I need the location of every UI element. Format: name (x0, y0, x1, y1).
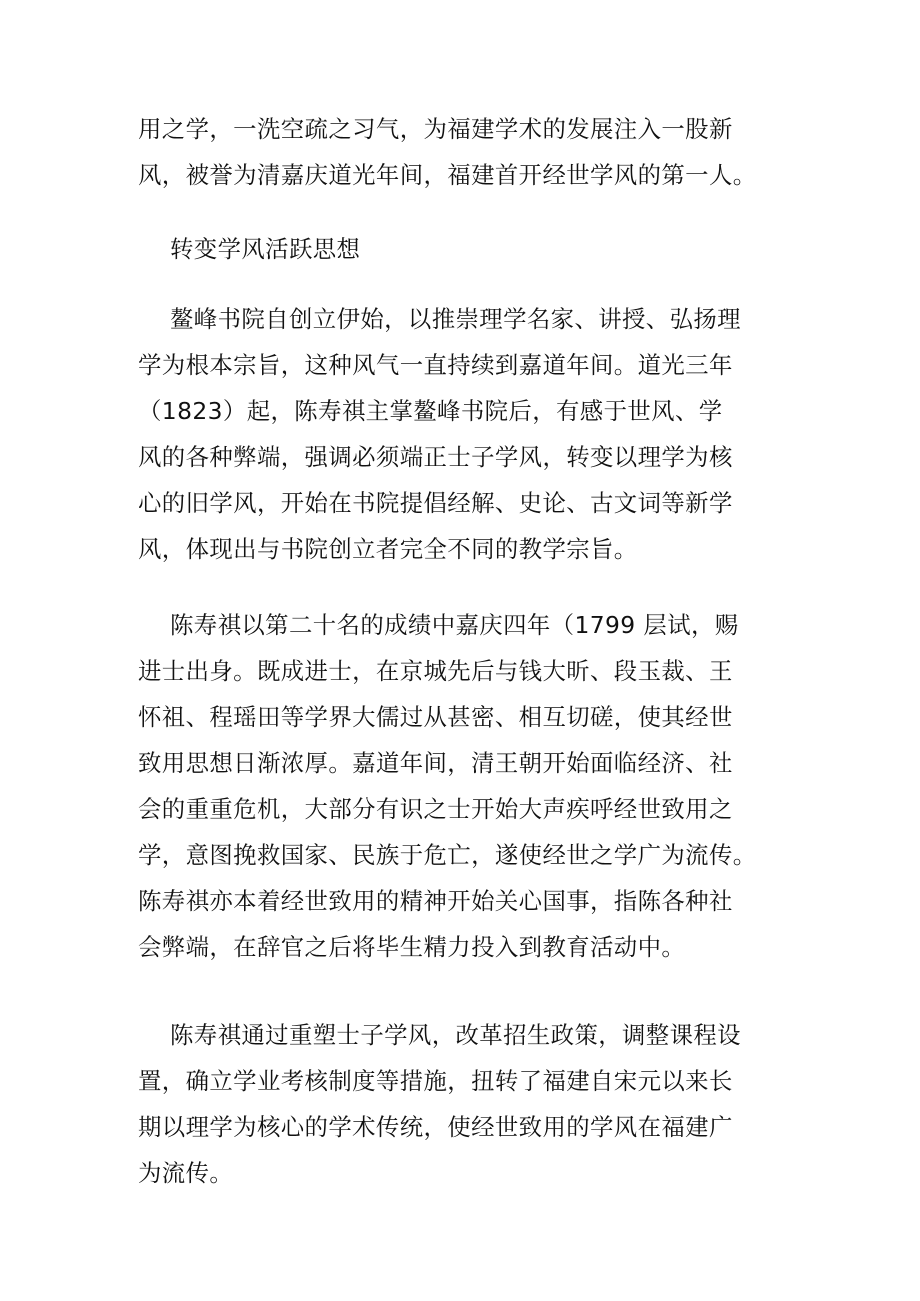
section-heading: 转变学风活跃思想 (170, 235, 361, 263)
paragraph-line: 期以理学为核心的学术传统，使经世致用的学风在福建广 (138, 1113, 733, 1141)
paragraph-line: 会弊端，在辞官之后将毕生精力投入到教育活动中。 (138, 933, 686, 961)
paragraph-line: 风，被誉为清嘉庆道光年间，福建首开经世学风的第一人。 (138, 161, 757, 189)
paragraph-line: 陈寿祺以第二十名的成绩中嘉庆四年（1799 层试，赐 (170, 611, 739, 639)
paragraph-line: 鳌峰书院自创立伊始，以推崇理学名家、讲授、弘扬理 (170, 305, 741, 333)
paragraph-1 (138, 106, 790, 198)
paragraph-line: 会的重重危机，大部分有识之士开始大声疾呼经世致用之 (138, 795, 733, 823)
paragraph-line: 风的各种弊端，强调必须端正士子学风，转变以理学为核 (138, 443, 733, 471)
paragraph-4 (138, 1012, 790, 1196)
paragraph-line: 学为根本宗旨，这种风气一直持续到嘉道年间。道光三年 (138, 351, 733, 379)
paragraph-line: 心的旧学风，开始在书院提倡经解、史论、古文词等新学 (138, 489, 733, 517)
paragraph-line: 用之学，一洗空疏之习气，为福建学术的发展注入一股新 (138, 115, 733, 143)
paragraph-line: （1823）起，陈寿祺主掌鳌峰书院后，有感于世风、学 (138, 397, 723, 425)
paragraph-line: 进士出身。既成进士，在京城先后与钱大昕、段玉裁、王 (138, 657, 733, 685)
paragraph-line: 陈寿祺通过重塑士子学风，改革招生政策，调整课程设 (170, 1021, 741, 1049)
paragraph-line: 致用思想日渐浓厚。嘉道年间，清王朝开始面临经济、社 (138, 749, 733, 777)
paragraph-line: 陈寿祺亦本着经世致用的精神开始关心国事，指陈各种社 (138, 887, 733, 915)
paragraph-2 (138, 296, 790, 572)
paragraph-line: 置，确立学业考核制度等措施，扭转了福建自宋元以来长 (138, 1067, 733, 1095)
paragraph-line: 学，意图挽救国家、民族于危亡，遂使经世之学广为流传。 (138, 841, 757, 869)
paragraph-line: 风，体现出与书院创立者完全不同的教学宗旨。 (138, 535, 638, 563)
paragraph-line: 怀祖、程瑶田等学界大儒过从甚密、相互切磋，使其经世 (138, 703, 733, 731)
paragraph-line: 为流传。 (138, 1159, 234, 1187)
paragraph-3 (138, 602, 790, 970)
